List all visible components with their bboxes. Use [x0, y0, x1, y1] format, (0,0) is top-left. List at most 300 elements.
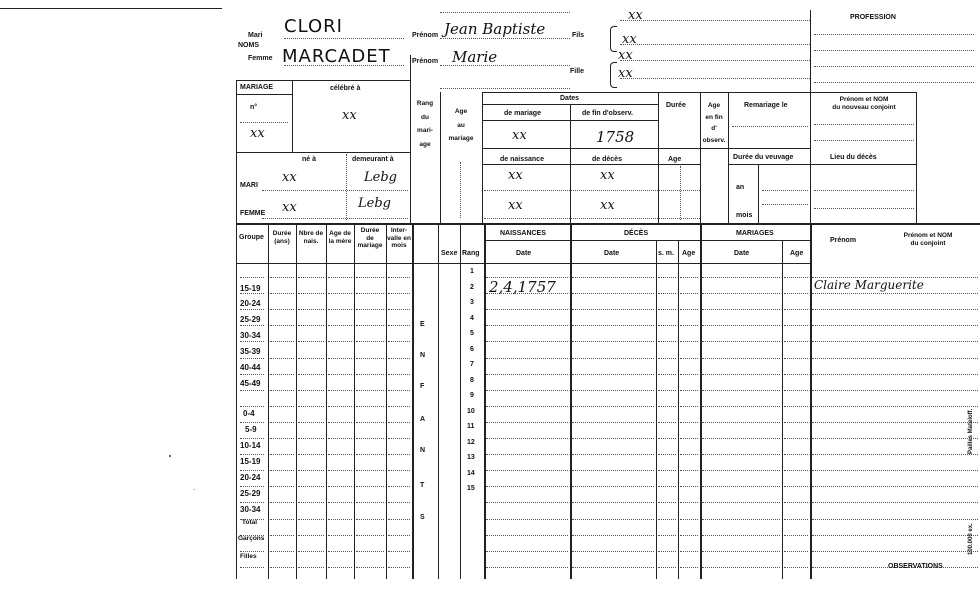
speck [194, 489, 195, 490]
row-line [812, 309, 978, 310]
row-line [240, 293, 264, 294]
enfants-letter-1: E [420, 321, 425, 328]
row-line [270, 422, 294, 423]
rang-number: 11 [467, 423, 475, 430]
row-line [784, 358, 808, 359]
row-line [812, 519, 978, 520]
row-line [486, 470, 568, 471]
row-line [240, 438, 264, 439]
rang-number: 12 [467, 438, 475, 446]
header-section [230, 10, 980, 80]
row-line [270, 309, 294, 310]
row-line [298, 519, 324, 520]
row-line [658, 519, 676, 520]
enfants-letter-7: S [420, 514, 425, 521]
row-line [486, 454, 568, 455]
row-line [298, 358, 324, 359]
row-line [572, 325, 654, 326]
row-line [486, 422, 568, 423]
row-line [356, 325, 384, 326]
row-line [702, 406, 780, 407]
row-line [356, 358, 384, 359]
row-line [658, 535, 676, 536]
row-line [702, 551, 780, 552]
row-line [328, 519, 352, 520]
deces-date-label: Date [604, 250, 620, 257]
row-line [328, 374, 352, 375]
row-line [328, 309, 352, 310]
row-line [356, 341, 384, 342]
fils-mark: xx [622, 32, 637, 47]
row-line [356, 519, 384, 520]
row-line [680, 454, 698, 455]
row-line [298, 293, 324, 294]
row-line [270, 535, 294, 536]
row-line [298, 422, 324, 423]
row-line [298, 277, 324, 278]
row-line [812, 422, 978, 423]
row-line [240, 374, 264, 375]
row-line [572, 567, 654, 568]
fille-label: Fille [570, 68, 585, 75]
row-line [680, 341, 698, 342]
row-line [702, 390, 780, 391]
row-line [658, 341, 676, 342]
enfants-letter-2: N [420, 352, 426, 359]
group-b-1: 0-4 [243, 409, 255, 418]
row-line [680, 358, 698, 359]
femme-prenom-value: Marie [452, 48, 498, 66]
rang-number: 4 [470, 314, 474, 322]
row-line [298, 502, 324, 503]
row-line [240, 422, 264, 423]
row-line [658, 406, 676, 407]
row-line [572, 454, 654, 455]
row-line [356, 390, 384, 391]
row-line [298, 374, 324, 375]
row-line [298, 325, 324, 326]
row-line [784, 325, 808, 326]
naissances-label: NAISSANCES [500, 230, 546, 237]
group-b-5: 20-24 [240, 473, 261, 482]
row-line [328, 470, 352, 471]
row-line [680, 438, 698, 439]
total-label: Total [242, 519, 258, 526]
row-line [812, 358, 978, 359]
mari-prenom-label: Prénom [412, 32, 439, 39]
row-line [486, 374, 568, 375]
row-line [356, 277, 384, 278]
mari-ne-value: xx [282, 170, 297, 185]
row-line [658, 277, 676, 278]
col-duree: Durée (ans) [272, 230, 292, 245]
row-line [572, 309, 654, 310]
de-mariage-label: de mariage [504, 110, 541, 117]
row-line [328, 358, 352, 359]
row-line [702, 277, 780, 278]
row-line [680, 325, 698, 326]
row-line [298, 341, 324, 342]
row-line [702, 293, 780, 294]
row-line [388, 325, 410, 326]
femme-deces-value: xx [600, 198, 615, 213]
row-line [388, 406, 410, 407]
lieu-deces-label: Lieu du décès [830, 154, 877, 161]
fille-mark-2: xx [618, 66, 633, 81]
row-line [572, 470, 654, 471]
row-line [812, 374, 978, 375]
row-line [784, 422, 808, 423]
dates-label: Dates [560, 95, 580, 102]
row-line [328, 325, 352, 326]
row-line [572, 358, 654, 359]
row-line [572, 438, 654, 439]
rang-number: 10 [467, 407, 475, 415]
row-line [356, 502, 384, 503]
row-line [298, 438, 324, 439]
row-line [388, 293, 410, 294]
row-line [356, 293, 384, 294]
row-line [240, 341, 264, 342]
row-line [240, 470, 264, 471]
row-line [240, 502, 264, 503]
row-line [658, 454, 676, 455]
row-line [388, 341, 410, 342]
row-line [812, 486, 978, 487]
row-line [486, 390, 568, 391]
row-line [356, 486, 384, 487]
row-line [328, 502, 352, 503]
copies-label: 100.000 ex. [968, 523, 974, 555]
row-line [298, 551, 324, 552]
row-line [298, 390, 324, 391]
deces-label: DÉCÈS [624, 230, 649, 237]
row-line [702, 309, 780, 310]
row-line [356, 422, 384, 423]
row-line [388, 277, 410, 278]
col-intervalle: Inter- valle en mois [387, 227, 411, 249]
garcons-label: Garçons [238, 535, 265, 542]
row-line [784, 470, 808, 471]
row-line [680, 519, 698, 520]
row-line [388, 454, 410, 455]
row-line [702, 486, 780, 487]
speck [169, 455, 171, 457]
mariage-title: MARIAGE [240, 84, 274, 91]
row-line [784, 277, 808, 278]
row-line [572, 406, 654, 407]
row-line [240, 325, 264, 326]
col-sexe: Sexe [441, 250, 458, 257]
deces-label: de décès [592, 156, 622, 163]
child2-birth-date: 2,4,1757 [489, 278, 556, 296]
row-line [572, 390, 654, 391]
row-line [784, 406, 808, 407]
row-line [680, 277, 698, 278]
rang-number: 8 [470, 376, 474, 384]
row-line [328, 293, 352, 294]
age-mariage-label: Age au mariage [448, 108, 474, 142]
row-line [388, 551, 410, 552]
deces-age-label: Age [682, 250, 696, 257]
row-line [784, 486, 808, 487]
row-line [270, 438, 294, 439]
group-a-1: 15-19 [240, 284, 261, 293]
row-line [812, 551, 978, 552]
enfants-letter-6: T [420, 482, 425, 489]
row-line [270, 325, 294, 326]
col-nbre: Nbre de nais. [298, 230, 324, 245]
femme-demeurant-value: Lebg [358, 196, 391, 211]
rang-number: 13 [467, 454, 475, 461]
row-line [240, 551, 264, 552]
fils-brace [610, 26, 617, 52]
row-line [572, 519, 654, 520]
fille-brace [610, 62, 617, 88]
row-line [298, 406, 324, 407]
row-line [240, 486, 264, 487]
rang-number: 3 [470, 299, 474, 306]
col-groupe: Groupe [239, 234, 264, 241]
row-line [702, 438, 780, 439]
row-line [812, 341, 978, 342]
row-line [486, 567, 568, 568]
row-line [356, 374, 384, 375]
mari-label: Mari [248, 32, 263, 39]
row-line [784, 567, 808, 568]
row-line [680, 551, 698, 552]
group-a-3: 25-29 [240, 315, 261, 324]
naissance-date-label: Date [516, 250, 532, 257]
row-line [328, 341, 352, 342]
row-line [812, 325, 978, 326]
row-line [812, 390, 978, 391]
row-line [680, 502, 698, 503]
row-line [486, 438, 568, 439]
row-line [702, 454, 780, 455]
row-line [388, 438, 410, 439]
row-line [702, 535, 780, 536]
row-line [240, 406, 264, 407]
row-line [702, 470, 780, 471]
group-b-3: 10-14 [240, 441, 261, 450]
row-line [270, 519, 294, 520]
row-line [658, 325, 676, 326]
row-line [270, 374, 294, 375]
row-line [784, 390, 808, 391]
row-line [784, 519, 808, 520]
row-line [658, 422, 676, 423]
row-line [486, 406, 568, 407]
row-line [680, 486, 698, 487]
group-a-4: 30-34 [240, 331, 261, 340]
row-line [658, 438, 676, 439]
row-line [812, 438, 978, 439]
mariage-age-label: Age [790, 250, 804, 257]
nouveau-conjoint-label: Prénom et NOM du nouveau conjoint [832, 96, 896, 111]
row-line [784, 438, 808, 439]
mari-deces-value: xx [600, 168, 615, 183]
row-line [240, 309, 264, 310]
row-line [328, 422, 352, 423]
sm-label: s. m. [658, 250, 674, 257]
row-line [270, 293, 294, 294]
row-line [298, 486, 324, 487]
row-line [680, 422, 698, 423]
rang-number: 1 [470, 268, 474, 275]
row-line [572, 486, 654, 487]
row-line [328, 535, 352, 536]
fin-observ-label: de fin d'observ. [582, 110, 633, 117]
row-line [356, 567, 384, 568]
row-line [784, 454, 808, 455]
rang-number: 7 [470, 361, 474, 368]
row-line [572, 374, 654, 375]
row-line [784, 374, 808, 375]
row-line [388, 502, 410, 503]
row-line [328, 438, 352, 439]
row-line [784, 309, 808, 310]
mariage-date-label: Date [734, 250, 750, 257]
row-line [572, 535, 654, 536]
row-line [270, 454, 294, 455]
row-line [356, 551, 384, 552]
row-line [298, 535, 324, 536]
col-rang: Rang [462, 250, 480, 257]
row-line [328, 277, 352, 278]
row-line [270, 358, 294, 359]
row-line [702, 325, 780, 326]
row-line [486, 551, 568, 552]
row-line [388, 422, 410, 423]
row-line [812, 535, 978, 536]
femme-row-label: FEMME [240, 210, 266, 217]
no-value: xx [250, 126, 265, 141]
rang-number: 14 [467, 469, 475, 477]
femme-ne-value: xx [282, 200, 297, 215]
prenom-label: Prénom [830, 237, 857, 244]
row-line [356, 309, 384, 310]
row-line [328, 551, 352, 552]
naissance-label: de naissance [500, 156, 544, 163]
group-a-7: 45-49 [240, 379, 261, 388]
remariage-label: Remariage le [744, 102, 788, 109]
row-line [658, 390, 676, 391]
row-line [784, 293, 808, 294]
age-label-2: Age [668, 156, 682, 163]
col-age-mere: Age de la mère [328, 230, 352, 245]
row-line [812, 293, 978, 294]
rang-number: 9 [470, 392, 474, 399]
rang-number: 2 [470, 283, 474, 291]
rang-number: 6 [470, 345, 474, 353]
row-line [702, 358, 780, 359]
group-b-4: 15-19 [240, 457, 261, 466]
ne-a-label: né à [302, 156, 317, 163]
row-line [658, 551, 676, 552]
row-line [812, 406, 978, 407]
row-line [784, 341, 808, 342]
row-line [356, 406, 384, 407]
date-mariage-value: xx [512, 128, 527, 143]
row-line [680, 535, 698, 536]
row-line [240, 358, 264, 359]
top-mark: xx [628, 8, 643, 23]
fin-observ-value: 1758 [596, 128, 635, 146]
rang-number: 15 [467, 485, 475, 492]
row-line [486, 486, 568, 487]
row-line [702, 519, 780, 520]
row-line [240, 390, 264, 391]
row-line [240, 277, 264, 278]
row-line [702, 567, 780, 568]
row-line [328, 406, 352, 407]
row-line [680, 293, 698, 294]
noms-label: NOMS [238, 42, 259, 49]
row-line [486, 519, 568, 520]
duree-label: Durée [666, 102, 686, 109]
celebre-label: célébré à [330, 85, 361, 92]
row-line [658, 486, 676, 487]
filles-label: Filles [240, 553, 257, 560]
row-line [240, 567, 264, 568]
row-line [388, 567, 410, 568]
rang-number: 5 [470, 330, 474, 337]
row-line [328, 454, 352, 455]
row-line [388, 390, 410, 391]
row-line [784, 535, 808, 536]
col-duree-mariage: Durée de mariage [357, 227, 383, 249]
mari-prenom-value: Jean Baptiste [444, 20, 546, 38]
row-line [270, 470, 294, 471]
row-line [270, 406, 294, 407]
row-line [784, 551, 808, 552]
enfants-letter-5: N [420, 447, 426, 454]
mois-label: mois [736, 212, 753, 219]
row-line [572, 551, 654, 552]
row-line [356, 470, 384, 471]
row-line [680, 406, 698, 407]
row-line [812, 470, 978, 471]
lieu-value: xx [342, 108, 357, 123]
mariages-label: MARIAGES [736, 230, 774, 237]
group-a-6: 40-44 [240, 363, 261, 372]
row-line [486, 325, 568, 326]
row-line [486, 358, 568, 359]
row-line [572, 341, 654, 342]
row-line [240, 454, 264, 455]
row-line [270, 341, 294, 342]
row-line [572, 277, 654, 278]
row-line [702, 341, 780, 342]
row-line [658, 502, 676, 503]
row-line [680, 374, 698, 375]
femme-label: Femme [248, 55, 273, 62]
printer-label: Pailles Mateloff. [968, 408, 974, 454]
row-line [328, 486, 352, 487]
row-line [680, 390, 698, 391]
row-line [388, 519, 410, 520]
an-label: an [736, 184, 745, 191]
group-b-7: 30-34 [240, 505, 261, 514]
no-label: n° [250, 104, 258, 111]
mari-naissance-value: xx [508, 168, 523, 183]
conjoint-label: Prénom et NOM du conjoint [903, 232, 953, 247]
row-line [680, 567, 698, 568]
row-line [270, 502, 294, 503]
row-line [388, 309, 410, 310]
row-line [388, 374, 410, 375]
